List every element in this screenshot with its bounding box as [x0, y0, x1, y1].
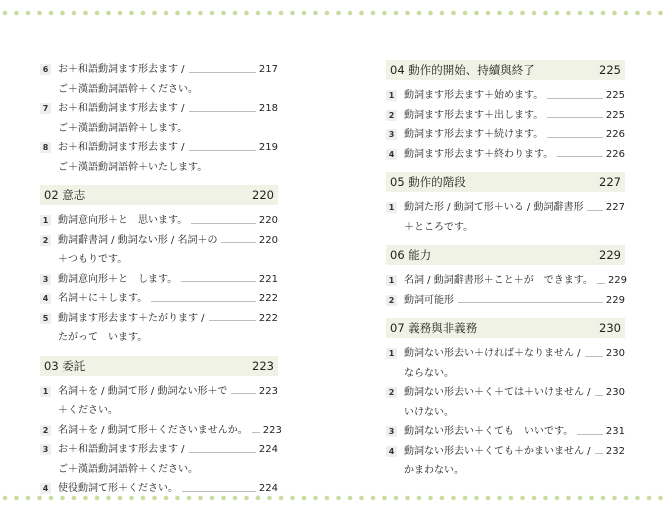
- decorative-dot: [359, 496, 364, 501]
- leader-line: [587, 210, 602, 211]
- decorative-dot: [612, 496, 617, 501]
- decorative-dot: [49, 11, 54, 16]
- decorative-dot: [635, 496, 640, 501]
- entry-number: 4: [40, 293, 51, 304]
- decorative-dot: [325, 496, 330, 501]
- decorative-dot: [578, 496, 583, 501]
- decorative-dot: [359, 11, 364, 16]
- toc-entry[interactable]: [40, 309, 278, 348]
- decorative-dot: [256, 11, 261, 16]
- entry-number: 5: [40, 313, 51, 324]
- section-page: 225: [599, 63, 621, 77]
- entry-text: お＋和語動詞ます形去ます /: [58, 142, 185, 153]
- toc-entry[interactable]: [386, 125, 625, 145]
- decorative-dot: [198, 11, 203, 16]
- decorative-dot: [267, 11, 272, 16]
- toc-entry[interactable]: [40, 60, 278, 99]
- entry-text: 動詞辭書詞 / 動詞ない形 / 名詞＋の: [58, 234, 218, 246]
- entry-continuation: ならない。: [404, 367, 454, 379]
- entry-page: 223: [258, 385, 278, 397]
- decorative-dot: [3, 496, 8, 501]
- decorative-dot: [348, 11, 353, 16]
- leader-line: [209, 320, 256, 321]
- decorative-dot: [428, 496, 433, 501]
- leader-line: [189, 150, 256, 151]
- entry-text: お＋和語動詞ます形去ます /: [58, 103, 185, 114]
- entry-text: 動詞ます形去ます＋出します。: [404, 109, 544, 121]
- decorative-dot: [302, 11, 307, 16]
- decorative-dot: [325, 11, 330, 16]
- decorative-dot: [210, 496, 215, 501]
- decorative-dot: [302, 496, 307, 501]
- decorative-dot: [532, 11, 537, 16]
- entry-text: 動詞可能形: [404, 294, 454, 306]
- decorative-dot: [95, 496, 100, 501]
- entry-text: 動詞意向形＋と します。: [58, 273, 178, 285]
- entry-page: 220: [258, 234, 278, 246]
- toc-entry[interactable]: [386, 383, 625, 422]
- decorative-dot: [589, 496, 594, 501]
- decorative-dot: [612, 11, 617, 16]
- decorative-dot: [417, 496, 422, 501]
- decorative-dot: [647, 11, 652, 16]
- decorative-dot: [210, 11, 215, 16]
- toc-entry[interactable]: [386, 198, 625, 237]
- entry-page: 223: [262, 424, 282, 436]
- toc-entry[interactable]: [386, 442, 625, 481]
- decorative-dot: [129, 11, 134, 16]
- entry-page: 225: [605, 109, 625, 121]
- entry-text: 動詞ない形去い＋ければ＋なりません /: [404, 348, 581, 359]
- toc-entry[interactable]: [40, 211, 278, 231]
- entry-text: お＋和語動詞ます形去ます /: [58, 64, 185, 75]
- section-page: 220: [252, 188, 274, 202]
- toc-entry[interactable]: [40, 99, 278, 138]
- entry-continuation: ＋ください。: [58, 405, 118, 416]
- entry-text: 動詞意向形＋と 思います。: [58, 215, 188, 226]
- toc-entry[interactable]: [40, 421, 282, 441]
- entry-page: 221: [258, 273, 278, 285]
- entry-continuation: かまわない。: [404, 465, 464, 476]
- decorative-dot: [635, 11, 640, 16]
- section-header[interactable]: [386, 245, 625, 265]
- left-column: [40, 60, 282, 499]
- section-title: 05 動作的階段: [390, 175, 466, 189]
- decorative-dot: [175, 496, 180, 501]
- entry-page: 224: [258, 444, 278, 455]
- entry-text: 動詞ない形去い＋くても＋かまいません /: [404, 445, 591, 457]
- decorative-dot: [26, 11, 31, 16]
- decorative-dot: [106, 11, 111, 16]
- entry-number: 2: [386, 110, 397, 121]
- entry-text: 名詞＋に＋します。: [58, 293, 148, 304]
- section-page: 230: [599, 321, 621, 335]
- leader-line: [151, 301, 256, 302]
- decorative-dot: [601, 496, 606, 501]
- decorative-dot: [3, 11, 8, 16]
- decorative-dot: [221, 11, 226, 16]
- entry-page: 229: [605, 294, 625, 306]
- entry-number: 4: [386, 446, 397, 457]
- section-header[interactable]: [386, 60, 625, 80]
- entry-text: 動詞た形 / 動詞て形＋いる / 動詞辭書形: [404, 202, 584, 213]
- decorative-dot: [60, 496, 65, 501]
- entry-number: 1: [386, 90, 397, 101]
- decorative-dot: [589, 11, 594, 16]
- decorative-dot: [187, 496, 192, 501]
- leader-line: [231, 393, 255, 394]
- decorative-dot: [417, 11, 422, 16]
- entry-number: 1: [386, 348, 397, 359]
- decorative-dot: [72, 496, 77, 501]
- entry-number: 8: [40, 142, 51, 153]
- toc-entry[interactable]: [386, 344, 625, 383]
- decorative-dot: [279, 11, 284, 16]
- decorative-dot: [26, 496, 31, 501]
- decorative-dot: [578, 11, 583, 16]
- decorative-dot: [566, 11, 571, 16]
- toc-entry[interactable]: [40, 289, 278, 309]
- entry-number: 1: [386, 202, 397, 213]
- leader-line: [547, 117, 603, 118]
- entry-number: 3: [386, 129, 397, 140]
- decorative-dot: [233, 11, 238, 16]
- toc-entry[interactable]: [386, 86, 625, 106]
- decorative-dot: [405, 496, 410, 501]
- decorative-dot: [497, 496, 502, 501]
- toc-entry[interactable]: [386, 145, 625, 165]
- entry-number: 3: [40, 444, 51, 455]
- entry-text: お＋和語動詞ます形去ます /: [58, 444, 185, 455]
- entry-text: 動詞ない形去い＋くても いいです。: [404, 426, 574, 437]
- toc-entry[interactable]: [40, 138, 278, 177]
- decorative-dot: [152, 11, 157, 16]
- decorative-dot: [509, 496, 514, 501]
- decorative-dot: [474, 496, 479, 501]
- section-title: 06 能力: [390, 248, 432, 262]
- decorative-dot: [267, 496, 272, 501]
- decorative-dot: [555, 11, 560, 16]
- decorative-dot: [405, 11, 410, 16]
- leader-line: [191, 223, 256, 224]
- entry-number: 1: [40, 215, 51, 226]
- leader-line: [221, 242, 255, 243]
- section-title: 03 委託: [44, 358, 86, 373]
- decorative-dot: [95, 11, 100, 16]
- entry-text: 動詞ます形去ます＋たがります /: [58, 312, 205, 324]
- entry-text: 名詞＋を / 動詞て形＋くださいませんか。: [58, 424, 248, 436]
- entry-text: 動詞ない形去い＋く＋ては＋いけません /: [404, 387, 591, 398]
- decorative-dot: [543, 496, 548, 501]
- decorative-dot: [118, 496, 123, 501]
- leader-line: [189, 111, 256, 112]
- entry-page: 229: [607, 275, 628, 286]
- entry-continuation: ご＋漢語動詞語幹＋ください。: [58, 463, 198, 475]
- decorative-dot: [451, 496, 456, 501]
- decorative-dot: [647, 496, 652, 501]
- decorative-dot: [497, 11, 502, 16]
- entry-number: 1: [386, 275, 397, 286]
- toc-entry[interactable]: [386, 422, 625, 442]
- leader-line: [252, 432, 260, 433]
- decorative-dot: [141, 11, 146, 16]
- decorative-dot: [463, 496, 468, 501]
- decorative-dot: [440, 496, 445, 501]
- decorative-dot: [164, 11, 169, 16]
- decorative-dot: [198, 496, 203, 501]
- decorative-dot: [37, 496, 42, 501]
- decorative-dot: [601, 11, 606, 16]
- toc-entry[interactable]: [386, 291, 625, 311]
- decorative-dot: [348, 496, 353, 501]
- decorative-dot: [509, 11, 514, 16]
- entry-page: 222: [258, 293, 278, 304]
- leader-line: [577, 434, 603, 435]
- entry-page: 222: [258, 312, 278, 324]
- entry-page: 232: [605, 445, 625, 457]
- decorative-dot: [175, 11, 180, 16]
- entry-page: 226: [605, 148, 625, 160]
- decorative-dot: [187, 11, 192, 16]
- toc-entry[interactable]: [40, 440, 278, 479]
- decorative-dot: [244, 496, 249, 501]
- decorative-dot: [37, 11, 42, 16]
- decorative-dot: [371, 11, 376, 16]
- section-page: 223: [252, 358, 274, 373]
- decorative-dot: [382, 496, 387, 501]
- section-page: 229: [599, 248, 621, 262]
- decorative-dot: [221, 496, 226, 501]
- decorative-dot: [566, 496, 571, 501]
- decorative-dot: [60, 11, 65, 16]
- top-dot-border: [0, 8, 663, 18]
- entry-text: 動詞ます形去ます＋終わります。: [404, 148, 554, 160]
- entry-number: 4: [386, 149, 397, 160]
- leader-line: [189, 72, 256, 73]
- decorative-dot: [486, 496, 491, 501]
- decorative-dot: [520, 496, 525, 501]
- entry-number: 2: [40, 235, 51, 246]
- decorative-dot: [141, 496, 146, 501]
- entry-page: 231: [605, 426, 625, 437]
- decorative-dot: [371, 496, 376, 501]
- decorative-dot: [658, 11, 663, 16]
- entry-text: 動詞ます形去ます＋始めます。: [404, 90, 544, 101]
- entry-page: 227: [605, 202, 625, 213]
- entry-number: 3: [40, 274, 51, 285]
- entry-page: 230: [605, 387, 625, 398]
- entry-continuation: ご＋漢語動詞語幹＋ください。: [58, 83, 198, 95]
- decorative-dot: [49, 496, 54, 501]
- decorative-dot: [336, 496, 341, 501]
- entry-number: 2: [386, 387, 397, 398]
- entry-number: 3: [386, 426, 397, 437]
- entry-number: 2: [40, 425, 51, 436]
- decorative-dot: [72, 11, 77, 16]
- leader-line: [547, 98, 603, 99]
- toc-entry[interactable]: [386, 271, 628, 291]
- decorative-dot: [394, 496, 399, 501]
- decorative-dot: [313, 496, 318, 501]
- decorative-dot: [14, 11, 19, 16]
- decorative-dot: [532, 496, 537, 501]
- entry-number: 6: [40, 64, 51, 75]
- toc-entry[interactable]: [40, 231, 278, 270]
- leader-line: [557, 156, 603, 157]
- decorative-dot: [486, 11, 491, 16]
- decorative-dot: [394, 11, 399, 16]
- entry-text: 動詞ます形去ます＋続けます。: [404, 129, 544, 140]
- decorative-dot: [520, 11, 525, 16]
- section-header[interactable]: [386, 172, 625, 192]
- section-header[interactable]: [40, 356, 278, 376]
- entry-continuation: いけない。: [404, 406, 454, 418]
- section-title: 04 動作的開始、持續與終了: [390, 63, 535, 77]
- entry-continuation: たがって います。: [58, 332, 148, 343]
- entry-number: 4: [40, 483, 51, 494]
- entry-continuation: ご＋漢語動詞語幹＋します。: [58, 122, 188, 134]
- decorative-dot: [118, 11, 123, 16]
- entry-text: 名詞＋を / 動詞て形 / 動詞ない形＋で: [58, 385, 228, 397]
- decorative-dot: [14, 496, 19, 501]
- entry-page: 218: [258, 103, 278, 114]
- toc-entry[interactable]: [386, 106, 625, 126]
- leader-line: [597, 283, 605, 284]
- decorative-dot: [474, 11, 479, 16]
- decorative-dot: [428, 11, 433, 16]
- decorative-dot: [543, 11, 548, 16]
- entry-number: 7: [40, 103, 51, 114]
- entry-text: 名詞 / 動詞辭書形＋こと＋が できます。: [404, 275, 593, 286]
- entry-number: 2: [386, 295, 397, 306]
- entry-text: 使役動詞て形＋ください。: [58, 483, 178, 494]
- leader-line: [595, 395, 603, 396]
- entry-page: 219: [258, 142, 278, 153]
- decorative-dot: [440, 11, 445, 16]
- toc-entry[interactable]: [40, 270, 278, 290]
- decorative-dot: [129, 496, 134, 501]
- decorative-dot: [336, 11, 341, 16]
- section-header[interactable]: [386, 318, 625, 338]
- section-title: 02 意志: [44, 188, 86, 202]
- leader-line: [458, 302, 603, 303]
- decorative-dot: [164, 496, 169, 501]
- decorative-dot: [256, 496, 261, 501]
- entry-number: 1: [40, 386, 51, 397]
- decorative-dot: [313, 11, 318, 16]
- leader-line: [182, 491, 256, 492]
- section-header[interactable]: [40, 185, 278, 205]
- decorative-dot: [658, 496, 663, 501]
- leader-line: [595, 453, 603, 454]
- entry-page: 230: [605, 348, 625, 359]
- leader-line: [189, 452, 256, 453]
- decorative-dot: [463, 11, 468, 16]
- section-page: 227: [599, 175, 621, 189]
- entry-page: 226: [605, 129, 625, 140]
- decorative-dot: [624, 11, 629, 16]
- section-title: 07 義務與非義務: [390, 321, 478, 335]
- right-column: [386, 60, 628, 481]
- decorative-dot: [279, 496, 284, 501]
- decorative-dot: [152, 496, 157, 501]
- decorative-dot: [106, 496, 111, 501]
- entry-page: 224: [258, 483, 278, 494]
- entry-continuation: ご＋漢語動詞語幹＋いたします。: [58, 161, 208, 173]
- decorative-dot: [244, 11, 249, 16]
- decorative-dot: [290, 496, 295, 501]
- decorative-dot: [83, 11, 88, 16]
- bottom-dot-border: [0, 493, 663, 503]
- decorative-dot: [233, 496, 238, 501]
- entry-continuation: ＋つもりです。: [58, 254, 128, 265]
- toc-entry[interactable]: [40, 382, 278, 421]
- leader-line: [181, 281, 256, 282]
- decorative-dot: [555, 496, 560, 501]
- entry-continuation: ＋ところです。: [404, 221, 474, 233]
- decorative-dot: [382, 11, 387, 16]
- decorative-dot: [624, 496, 629, 501]
- decorative-dot: [451, 11, 456, 16]
- entry-page: 220: [258, 215, 278, 226]
- entry-page: 225: [605, 90, 625, 101]
- leader-line: [547, 137, 603, 138]
- entry-page: 217: [258, 64, 278, 75]
- decorative-dot: [83, 496, 88, 501]
- leader-line: [585, 356, 603, 357]
- decorative-dot: [290, 11, 295, 16]
